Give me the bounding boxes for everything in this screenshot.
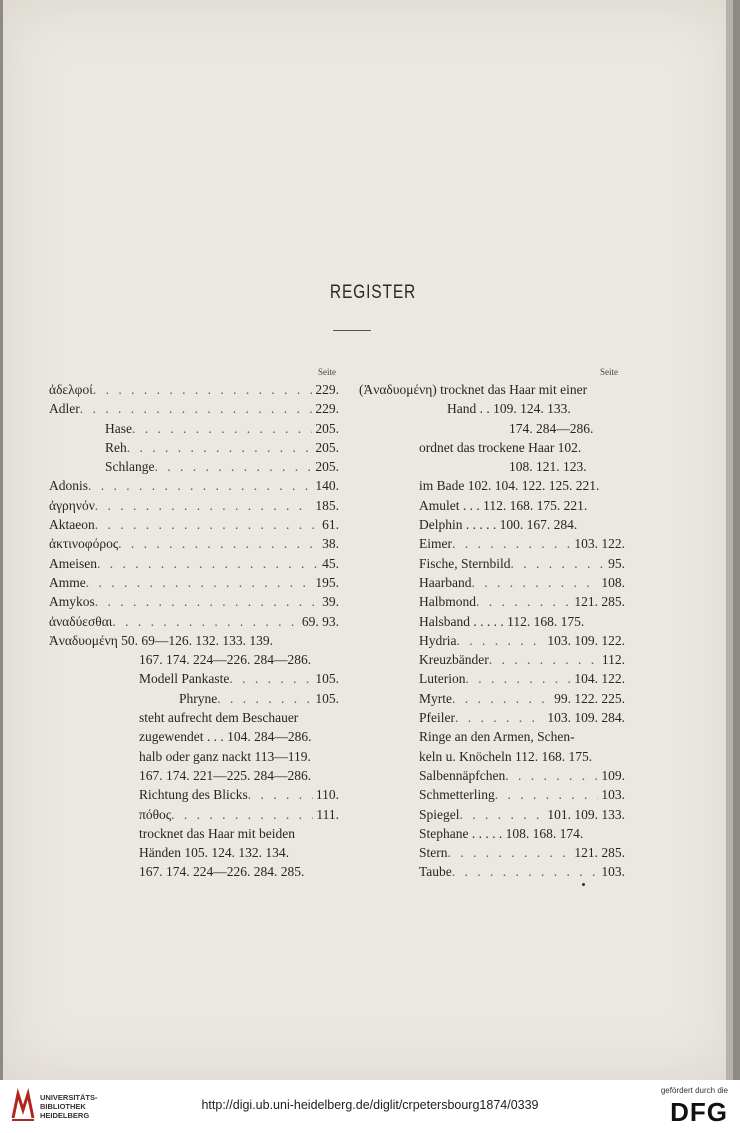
library-line: BIBLIOTHEK <box>40 1102 86 1111</box>
index-entry <box>359 592 625 611</box>
title-rule <box>333 330 371 331</box>
dot-leader <box>511 554 606 573</box>
dot-leader <box>88 476 312 495</box>
right-index-column <box>359 380 625 882</box>
entry-pages: 121. 285. <box>574 845 625 861</box>
dot-leader <box>80 399 313 418</box>
dot-leader <box>97 554 319 573</box>
entry-term: Hydria <box>419 632 457 648</box>
index-entry <box>359 689 625 708</box>
index-entry <box>359 476 625 495</box>
index-entry <box>359 669 625 688</box>
entry-pages: 45. <box>322 555 339 571</box>
entry-term: 167. 174. 221—225. 284—286. <box>139 767 312 783</box>
entry-pages: 38. <box>322 536 339 552</box>
index-entry <box>359 399 625 418</box>
entry-term: Kreuzbänder <box>419 652 489 668</box>
entry-pages: 121. 285. <box>574 594 625 610</box>
entry-pages: 205. <box>315 420 339 436</box>
index-entry <box>49 592 339 611</box>
entry-pages: 103. 122. <box>574 536 625 552</box>
index-entry <box>49 515 339 534</box>
index-entry <box>359 843 625 862</box>
index-entry <box>359 650 625 669</box>
dot-leader <box>452 862 599 881</box>
entry-term: im Bade 102. 104. 122. 125. 221. <box>419 478 600 494</box>
entry-pages: 185. <box>315 497 339 513</box>
entry-term: Modell Pankaste <box>139 671 230 687</box>
index-entry <box>359 862 625 881</box>
dot-leader <box>471 573 598 592</box>
index-entry <box>49 457 339 476</box>
entry-pages: 103. <box>601 787 625 803</box>
dot-leader <box>155 457 313 476</box>
dot-leader <box>455 708 544 727</box>
dot-leader <box>495 785 599 804</box>
entry-term: ἀγρηνόν <box>49 497 95 513</box>
entry-pages: 105. <box>315 690 339 706</box>
entry-pages: 101. 109. 133. <box>547 806 625 822</box>
entry-term: Händen 105. 124. 132. 134. <box>139 845 289 861</box>
index-entry <box>359 438 625 457</box>
index-entry <box>49 476 339 495</box>
index-entry <box>49 650 339 669</box>
entry-term: 167. 174. 224—226. 284—286. <box>139 652 312 668</box>
dot-leader <box>466 669 572 688</box>
index-entry <box>359 766 625 785</box>
index-entry <box>49 785 339 804</box>
entry-term: Reh <box>105 439 127 455</box>
permalink-url[interactable]: http://digi.ub.uni-heidelberg.de/diglit/crpetersbourg1874/0339 <box>201 1098 539 1112</box>
entry-pages: 99. 122. 225. <box>554 690 625 706</box>
dot-leader <box>452 689 551 708</box>
entry-pages: 39. <box>322 594 339 610</box>
index-entry <box>359 554 625 573</box>
index-entry <box>49 824 339 843</box>
index-entry <box>49 496 339 515</box>
dfg-logo: DFG <box>670 1097 728 1127</box>
entry-term: Stephane . . . . . 108. 168. 174. <box>419 825 584 841</box>
entry-term: Amme <box>49 574 86 590</box>
entry-term: Fische, Sternbild <box>419 555 511 571</box>
entry-pages: 105. <box>315 671 339 687</box>
entry-pages: 104. 122. <box>574 671 625 687</box>
entry-term: Phryne <box>179 690 218 706</box>
index-entry <box>49 766 339 785</box>
entry-term: Hand . . 109. 124. 133. <box>447 401 571 417</box>
entry-term: Haarband <box>419 574 472 590</box>
entry-term: Adler <box>49 401 80 417</box>
ink-speck <box>582 883 585 886</box>
entry-pages: 205. <box>315 459 339 475</box>
entry-term: Ἀναδυομένη 50. 69—126. 132. 133. 139. <box>49 632 274 648</box>
entry-term: 174. 284—286. <box>509 420 594 436</box>
index-entry <box>359 380 625 399</box>
index-entry <box>49 631 339 650</box>
entry-term: Ameisen <box>49 555 97 571</box>
dot-leader <box>452 534 571 553</box>
dot-leader <box>93 380 313 399</box>
entry-pages: 109. <box>601 767 625 783</box>
entry-term: ἀναδύεσθαι <box>49 613 113 629</box>
dot-leader <box>171 805 313 824</box>
library-line: HEIDELBERG <box>40 1111 90 1120</box>
right-seite-label: Seite <box>600 367 618 377</box>
entry-pages: 103. 109. 122. <box>547 632 625 648</box>
entry-pages: 110. <box>315 787 339 803</box>
entry-term: Halsband . . . . . 112. 168. 175. <box>419 613 585 629</box>
library-line: UNIVERSITÄTS- <box>40 1093 98 1102</box>
entry-term: Luterion <box>419 671 466 687</box>
entry-pages: 61. <box>322 517 339 533</box>
index-entry <box>49 843 339 862</box>
entry-term: Ringe an den Armen, Schen- <box>419 729 575 745</box>
index-entry <box>359 496 625 515</box>
entry-pages: 229. <box>315 401 339 417</box>
index-entry <box>49 399 339 418</box>
entry-term: πόθος <box>139 806 172 822</box>
entry-term: Stern <box>419 845 448 861</box>
entry-pages: 205. <box>315 439 339 455</box>
entry-term: Spiegel <box>419 806 460 822</box>
page-edge <box>726 0 733 1080</box>
entry-term: halb oder ganz nackt 113—119. <box>139 748 311 764</box>
entry-pages: 95. <box>608 555 625 571</box>
index-entry <box>49 727 339 746</box>
viewer-footer <box>0 1080 740 1133</box>
dot-leader <box>460 805 545 824</box>
entry-pages: 140. <box>315 478 339 494</box>
left-index-column <box>49 380 339 882</box>
index-entry <box>359 515 625 534</box>
index-entry <box>359 785 625 804</box>
index-entry <box>49 612 339 631</box>
index-entry <box>49 862 339 881</box>
index-entry <box>49 438 339 457</box>
entry-term: Eimer <box>419 536 452 552</box>
entry-term: Taube <box>419 864 452 880</box>
dot-leader <box>132 419 312 438</box>
index-entry <box>49 708 339 727</box>
dot-leader <box>505 766 598 785</box>
dot-leader <box>217 689 312 708</box>
entry-term: 108. 121. 123. <box>509 459 587 475</box>
dot-leader <box>127 438 313 457</box>
entry-term: Salbennäpfchen <box>419 767 506 783</box>
entry-term: Aktaeon <box>49 517 95 533</box>
entry-term: Richtung des Blicks <box>139 787 248 803</box>
entry-term: Halbmond <box>419 594 476 610</box>
funded-caption: gefördert durch die <box>660 1086 728 1095</box>
entry-term: ordnet das trockene Haar 102. <box>419 439 582 455</box>
index-entry <box>49 419 339 438</box>
index-entry <box>359 727 625 746</box>
index-entry <box>49 534 339 553</box>
index-entry <box>359 747 625 766</box>
index-entry <box>359 457 625 476</box>
dot-leader <box>86 573 313 592</box>
entry-term: steht aufrecht dem Beschauer <box>139 710 299 726</box>
entry-term: Adonis <box>49 478 89 494</box>
index-entry <box>359 631 625 650</box>
entry-pages: 103. <box>601 864 625 880</box>
entry-term: ἀκτινοφόρος <box>49 536 119 552</box>
entry-pages: 195. <box>315 574 339 590</box>
entry-term: Hase <box>105 420 132 436</box>
left-seite-label: Seite <box>318 367 336 377</box>
entry-pages: 229. <box>315 382 339 397</box>
entry-term: 167. 174. 224—226. 284. 285. <box>139 864 305 880</box>
index-entry <box>49 380 339 399</box>
entry-term: Delphin . . . . . 100. 167. 284. <box>419 517 578 533</box>
dot-leader <box>229 669 312 688</box>
index-entry <box>49 747 339 766</box>
dot-leader <box>95 592 319 611</box>
dot-leader <box>118 534 319 553</box>
entry-pages: 108. <box>601 574 625 590</box>
dot-leader <box>95 515 319 534</box>
entry-term: Schmetterling <box>419 787 495 803</box>
index-entry <box>359 419 625 438</box>
page-title: REGISTER <box>329 282 417 303</box>
entry-pages: 111. <box>316 806 339 822</box>
dot-leader <box>95 496 313 515</box>
index-entry <box>49 554 339 573</box>
entry-pages: 103. 109. 284. <box>547 710 625 726</box>
scanned-page <box>3 0 733 1080</box>
entry-pages: 112. <box>601 652 625 668</box>
index-entry <box>359 534 625 553</box>
index-entry <box>359 708 625 727</box>
dot-leader <box>457 631 545 650</box>
entry-pages: 69. 93. <box>301 613 339 629</box>
entry-term: Myrte <box>419 690 452 706</box>
entry-term: zugewendet . . . 104. 284—286. <box>139 729 312 745</box>
entry-term: trocknet das Haar mit beiden <box>139 825 295 841</box>
index-entry <box>49 689 339 708</box>
index-entry <box>49 805 339 824</box>
entry-term: Amykos <box>49 594 95 610</box>
index-entry <box>49 669 339 688</box>
entry-term: ἀδελφοί <box>49 382 93 397</box>
entry-term: keln u. Knöcheln 112. 168. 175. <box>419 748 593 764</box>
index-entry <box>359 824 625 843</box>
dot-leader <box>448 843 572 862</box>
dot-leader <box>476 592 571 611</box>
index-entry <box>49 573 339 592</box>
entry-term: Schlange <box>105 459 155 475</box>
index-entry <box>359 612 625 631</box>
entry-term: Amulet . . . 112. 168. 175. 221. <box>419 497 588 513</box>
dot-leader <box>489 650 599 669</box>
dot-leader <box>248 785 313 804</box>
dot-leader <box>112 612 298 631</box>
entry-term: Pfeiler <box>419 710 455 726</box>
entry-term: (Ἀναδυομένη) trocknet das Haar mit einer <box>359 382 588 397</box>
index-entry <box>359 805 625 824</box>
index-entry <box>359 573 625 592</box>
